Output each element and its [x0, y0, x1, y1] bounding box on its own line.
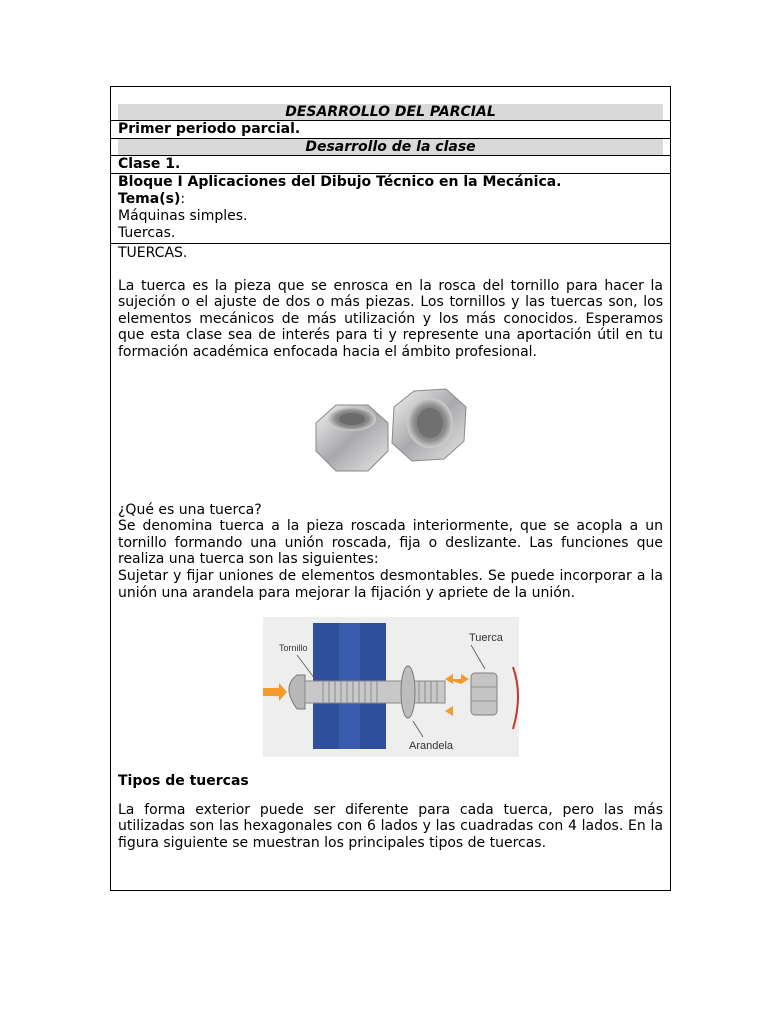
types-paragraph: La forma exterior puede ser diferente para cada tuerca, pero las más utilizadas son las hexagonales con 6 lados y las cuadradas con 4 lados. En la figura siguiente se muestran los principales tipos de tuercas.	[118, 801, 663, 851]
label-tuerca: Tuerca	[468, 632, 503, 645]
question-text: ¿Qué es una tuerca?	[118, 501, 262, 518]
nuts-photo	[306, 383, 476, 483]
content-heading: TUERCAS.	[118, 245, 188, 261]
topics-label: Tema(s)	[118, 191, 181, 207]
types-title: Tipos de tuercas	[118, 773, 249, 790]
subtitle-text: Desarrollo de la clase	[118, 139, 663, 155]
nut-right	[392, 389, 466, 461]
label-arandela: Arandela	[408, 740, 453, 753]
period-text: Primer periodo parcial.	[118, 121, 301, 137]
period-row	[111, 120, 670, 138]
block-title: Bloque I Aplicaciones del Dibujo Técnico en la Mecánica.	[118, 174, 562, 190]
function-paragraph: Sujetar y fijar uniones de elementos desmontables. Se puede incorporar a la unión una arandela para mejorar la fijación y apriete de la unión.	[118, 567, 663, 601]
topics-colon: :	[180, 191, 186, 207]
intro-paragraph: La tuerca es la pieza que se enrosca en la rosca del tornillo para hacer la sujeción o el ajuste de dos o más piezas. Los tornillos y las tuercas son, los elementos mecánicos de más utilización y los más conocidos. Esperamos que esta clase sea de interés para ti y represente una aportación útil en tu formación académica enfocada hacia el ámbito profesional.	[118, 277, 663, 360]
header-title: DESARROLLO DEL PARCIAL	[118, 104, 663, 120]
block-row	[111, 173, 670, 243]
topic-item: Máquinas simples.	[118, 208, 248, 224]
bolt-nut-diagram	[263, 617, 519, 757]
definition-paragraph: Se denomina tuerca a la pieza roscada interiormente, que se acopla a un tornillo formando una unión roscada, fija o deslizante. Las funciones que realiza una tuerca son las siguientes:	[118, 518, 663, 568]
topics-label-line	[111, 191, 670, 208]
content-cell	[111, 243, 670, 852]
class-row	[111, 155, 670, 173]
nut-left	[316, 405, 388, 471]
document-table	[110, 86, 671, 891]
class-text: Clase 1.	[118, 156, 181, 172]
topic-item: Tuercas.	[118, 225, 176, 241]
subtitle-row	[111, 138, 670, 155]
label-tornillo: Tornillo	[278, 643, 308, 654]
